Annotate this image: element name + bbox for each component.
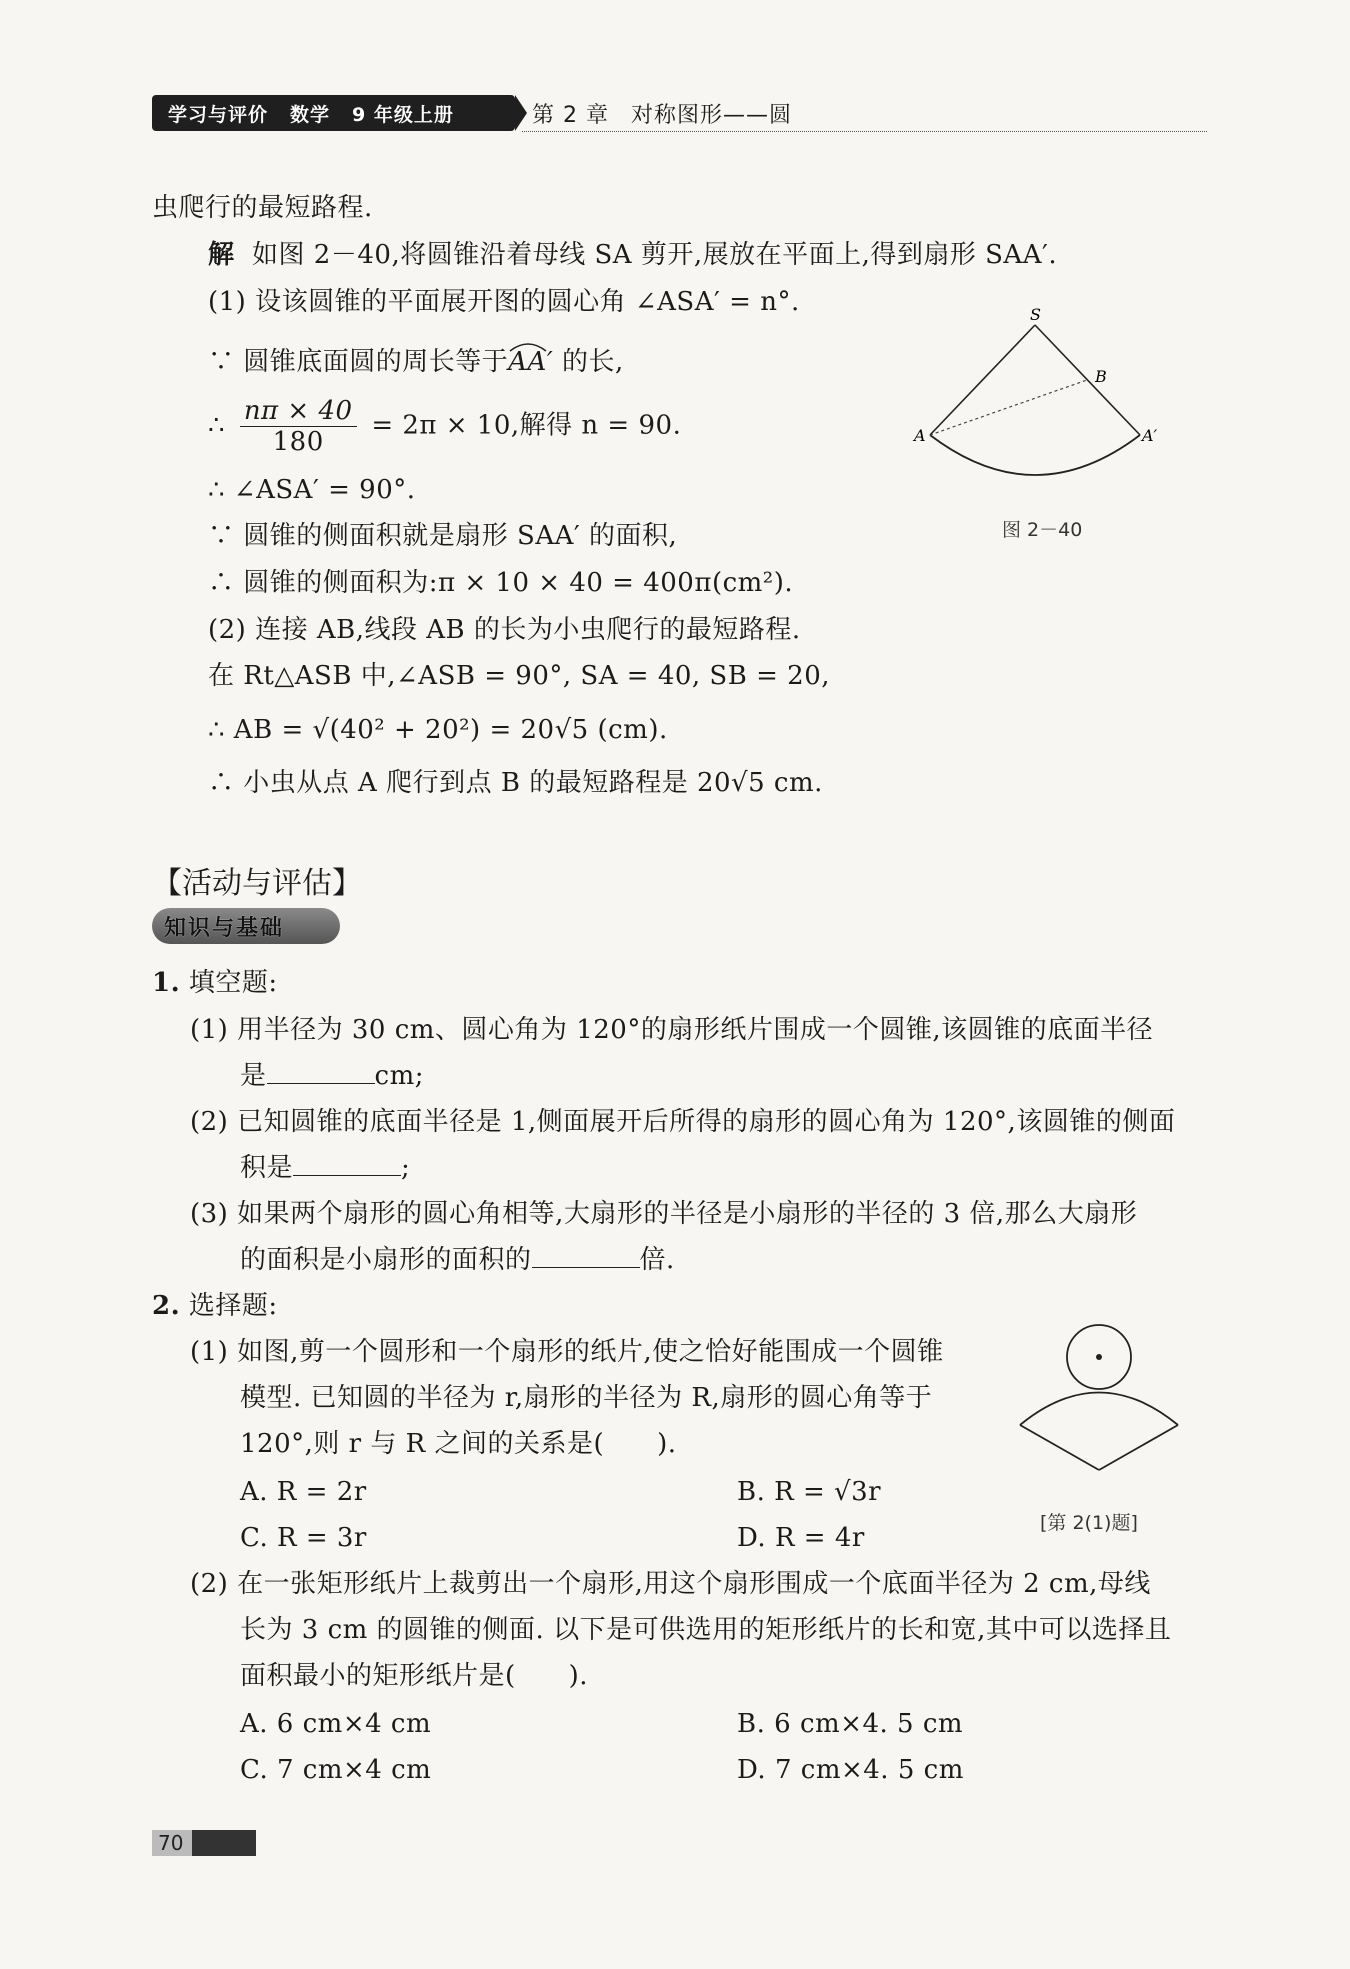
sector-figure <box>900 300 1180 500</box>
figure-caption: 图 2－40 <box>1002 519 1083 541</box>
radius-SA <box>930 325 1035 435</box>
solution-line-1 <box>208 237 1057 273</box>
answer-blank[interactable] <box>267 1059 375 1084</box>
label-S: S <box>1030 305 1041 324</box>
text-line: (1) 如图,剪一个圆形和一个扇形的纸片,使之恰好能围成一个圆锥 <box>190 1337 944 1367</box>
option-d[interactable]: D. R = 4r <box>737 1523 865 1553</box>
fill-line <box>240 1150 410 1186</box>
option-c[interactable]: C. 7 cm×4 cm <box>240 1755 432 1785</box>
book-header-tab <box>152 95 515 131</box>
arc-mark <box>508 339 548 353</box>
question-number: 1. <box>152 968 181 998</box>
text-line: (3) 如果两个扇形的圆心角相等,大扇形的半径是小扇形的半径的 3 倍,那么大扇形 <box>190 1199 1138 1229</box>
option-a[interactable]: A. R = 2r <box>240 1477 367 1507</box>
question-2-heading <box>152 1288 278 1324</box>
fraction-numerator: nπ × 40 <box>240 396 357 427</box>
text: 积是 <box>240 1153 294 1183</box>
text-line: (1) 设该圆锥的平面展开图的圆心角 ∠ASA′ = n°. <box>208 287 800 317</box>
text-line: ∴ AB = √(40² + 20²) = 20√5 (cm). <box>208 715 668 745</box>
fill-line <box>240 1242 675 1278</box>
text-line: 虫爬行的最短路程. <box>152 193 373 223</box>
option-b[interactable]: B. R = √3r <box>737 1477 882 1507</box>
option-a[interactable]: A. 6 cm×4 cm <box>240 1709 432 1739</box>
text: cm; <box>374 1061 424 1091</box>
chapter-title: 对称图形——圆 <box>630 103 792 128</box>
text: 是 <box>240 1061 267 1091</box>
question-type: 填空题: <box>188 968 278 998</box>
text: ∵ 圆锥底面圆的周长等于 <box>208 347 509 377</box>
label-A: A <box>914 426 926 445</box>
answer-blank[interactable] <box>293 1151 401 1176</box>
label-A-prime: A′ <box>1142 426 1158 445</box>
section-title: 【活动与评估】 <box>152 866 362 901</box>
option-b[interactable]: B. 6 cm×4. 5 cm <box>737 1709 964 1739</box>
option-d[interactable]: D. 7 cm×4. 5 cm <box>737 1755 964 1785</box>
sector-arc <box>1020 1393 1178 1426</box>
book-subject: 数学 <box>290 103 331 126</box>
text: 倍. <box>639 1245 675 1275</box>
figure-caption: [第 2(1)题] <box>1040 1512 1138 1534</box>
arc-label: AA′ <box>508 347 554 377</box>
question-1-heading <box>152 965 278 1001</box>
header-rule <box>522 131 1207 132</box>
text-line: ∴ 圆锥的侧面积为:π × 10 × 40 = 400π(cm²). <box>208 568 794 598</box>
book-series: 学习与评价 <box>168 103 269 126</box>
page-number: 70 <box>152 1830 256 1856</box>
text-line: (2) 已知圆锥的底面半径是 1,侧面展开后所得的扇形的圆心角为 120°,该圆锥的侧面 <box>190 1107 1176 1137</box>
text: 如图 2－40,将圆锥沿着母线 SA 剪开,展放在平面上,得到扇形 SAA′. <box>252 240 1058 270</box>
text-line: (1) 用半径为 30 cm、圆心角为 120°的扇形纸片围成一个圆锥,该圆锥的底面半径 <box>190 1015 1154 1045</box>
chapter-heading <box>532 98 814 129</box>
book-grade: 9 年级上册 <box>352 103 454 126</box>
text-line: 120°,则 r 与 R 之间的关系是( ). <box>240 1429 677 1459</box>
sector-radius-left <box>1020 1425 1099 1470</box>
label-B: B <box>1095 367 1107 386</box>
text-line: ∵ 圆锥的侧面积就是扇形 SAA′ 的面积, <box>208 521 678 551</box>
fraction <box>240 396 357 457</box>
fill-line <box>240 1058 424 1094</box>
section-badge: 知识与基础 <box>152 908 340 944</box>
text-line: 模型. 已知圆的半径为 r,扇形的半径为 R,扇形的圆心角等于 <box>240 1383 933 1413</box>
text-line: 在 Rt△ASB 中,∠ASB = 90°, SA = 40, SB = 20, <box>208 661 831 691</box>
text: ; <box>401 1153 411 1183</box>
question-type: 选择题: <box>188 1291 278 1321</box>
text-line: 长为 3 cm 的圆锥的侧面. 以下是可供选用的矩形纸片的长和宽,其中可以选择且 <box>240 1615 1172 1645</box>
text-line: (2) 在一张矩形纸片上裁剪出一个扇形,用这个扇形围成一个底面半径为 2 cm,母线 <box>190 1569 1151 1599</box>
chapter-number: 第 2 章 <box>532 103 609 128</box>
circle-center <box>1096 1354 1102 1360</box>
text: 的长, <box>553 347 624 377</box>
text: 的面积是小扇形的面积的 <box>240 1245 532 1275</box>
text-line: ∴ ∠ASA′ = 90°. <box>208 475 416 505</box>
arc-AA <box>508 347 553 377</box>
sector-arc <box>930 435 1140 475</box>
sector-radius-right <box>1099 1425 1178 1470</box>
option-c[interactable]: C. R = 3r <box>240 1523 367 1553</box>
question-number: 2. <box>152 1291 181 1321</box>
solution-line-3 <box>208 344 624 380</box>
answer-blank[interactable] <box>532 1243 640 1268</box>
cone-net-figure <box>1015 1320 1185 1480</box>
solution-line-4 <box>208 396 681 457</box>
text: = 2π × 10,解得 n = 90. <box>371 410 682 441</box>
therefore-symbol: ∴ <box>208 410 226 441</box>
text-line: ∴ 小虫从点 A 爬行到点 B 的最短路程是 20√5 cm. <box>208 768 823 798</box>
text-line: 面积最小的矩形纸片是( ). <box>240 1661 589 1691</box>
solution-label: 解 <box>208 240 235 270</box>
radius-SA2 <box>1035 325 1140 435</box>
header-arrow <box>515 95 527 131</box>
segment-AB <box>930 380 1087 435</box>
text-line: (2) 连接 AB,线段 AB 的长为小虫爬行的最短路程. <box>208 615 801 645</box>
fraction-denominator: 180 <box>272 427 324 457</box>
